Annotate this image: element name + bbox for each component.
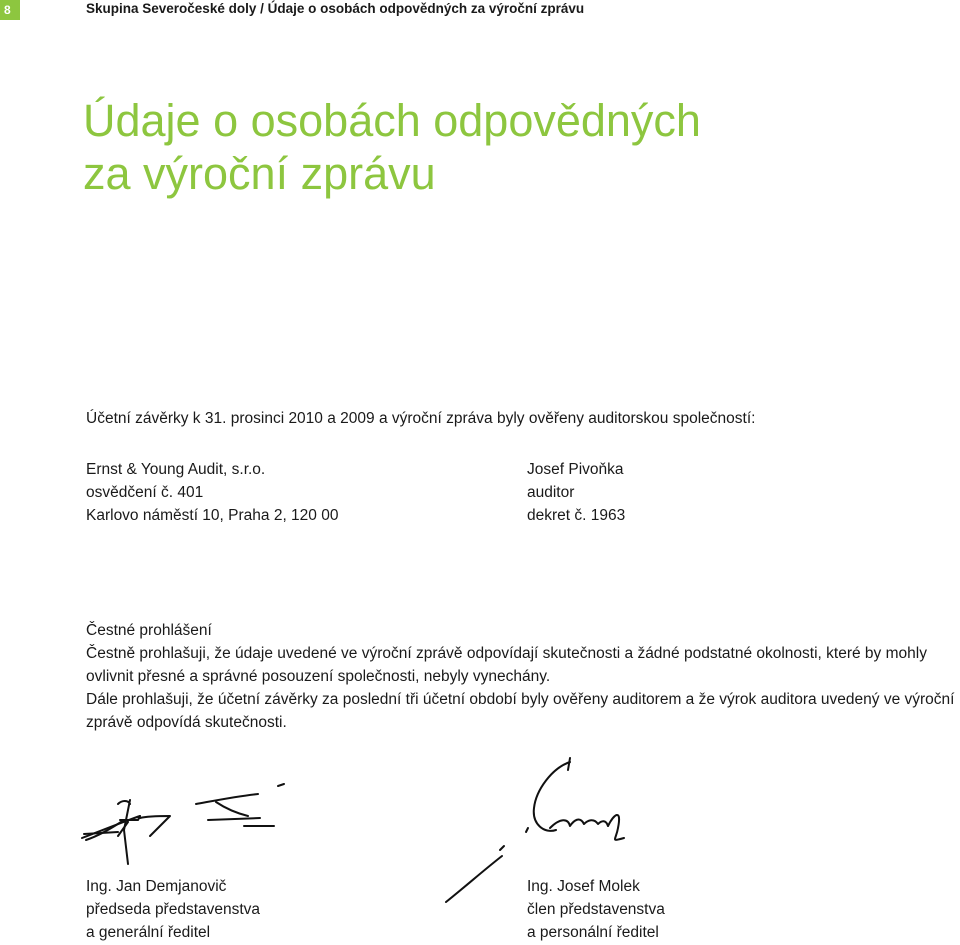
auditor-company-certificate: osvědčení č. 401	[86, 484, 204, 501]
page-title	[83, 94, 701, 200]
auditor-person-block	[527, 458, 625, 527]
auditor-company-block	[86, 458, 338, 527]
signatory-left	[86, 875, 260, 944]
page-number: 8	[0, 0, 20, 20]
auditor-person-name: Josef Pivoňka	[527, 461, 624, 478]
declaration-paragraph-1: Čestně prohlašuji, že údaje uvedené ve výroční zprávě odpovídají skutečnosti a žádné podstatné okolnosti, které by mohly ovlivnit přesné a správné posouzení společnosti, nebyly vynechány.	[86, 645, 927, 685]
declaration-heading: Čestné prohlášení	[86, 622, 212, 639]
signatory-right-position-2: a personální ředitel	[527, 924, 659, 941]
signatory-right-position-1: člen představenstva	[527, 901, 665, 918]
running-header: Skupina Severočeské doly / Údaje o osobách odpovědných za výroční zprávu	[86, 1, 585, 16]
signatory-right-name: Ing. Josef Molek	[527, 878, 640, 895]
signature-demjanovic	[78, 776, 288, 868]
auditor-company-address: Karlovo náměstí 10, Praha 2, 120 00	[86, 507, 339, 524]
audit-intro: Účetní závěrky k 31. prosinci 2010 a 2009 a výroční zpráva byly ověřeny auditorskou společností:	[86, 410, 756, 427]
signatory-right	[527, 875, 665, 944]
page-title-line-2: za výroční zprávu	[83, 148, 436, 199]
signatory-left-name: Ing. Jan Demjanovič	[86, 878, 227, 895]
auditor-company-name: Ernst & Young Audit, s.r.o.	[86, 461, 266, 478]
declaration-paragraph-2: Dále prohlašuji, že účetní závěrky za poslední tři účetní období byly ověřeny auditorem a že výrok auditora uvedený ve výroční zprávě odpovídá skutečnosti.	[86, 691, 955, 731]
auditor-person-decree: dekret č. 1963	[527, 507, 626, 524]
declaration-section	[86, 619, 956, 734]
signatory-left-position-2: a generální ředitel	[86, 924, 211, 941]
signatory-left-position-1: předseda představenstva	[86, 901, 261, 918]
page-title-line-1: Údaje o osobách odpovědných	[83, 95, 701, 146]
auditor-person-role: auditor	[527, 484, 575, 501]
